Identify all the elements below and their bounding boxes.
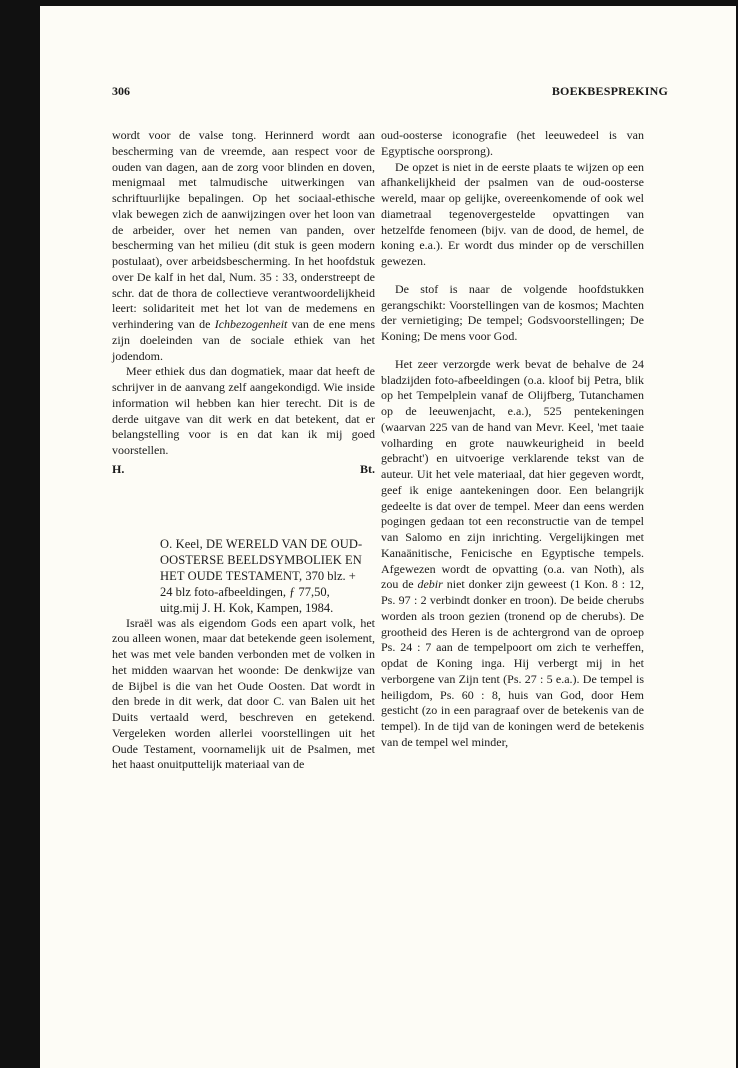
book-page	[40, 6, 736, 1068]
left-column	[112, 128, 375, 773]
paragraph: Israël was als eigendom Gods een apart volk, het zou alleen wonen, maar dat betekende geen isolement, het was met vele banden verbonden met de volken in het midden waarvan het woonde: De denkwijze van de Bijbel is die van het Oude Oosten. Dat wordt in den brede in dit werk, dat door C. van Balen uit het Duits vertaald werd, beschreven en getekend. Vergeleken worden allerlei voorstellingen uit het Oude Testament, voornamelijk uit de Psalmen, met het haast onuitputtelijk materiaal van de	[112, 615, 375, 772]
review-title: O. Keel, DE WERELD VAN DE OUD-OOSTERSE BEELDSYMBOLIEK EN HET OUDE TESTAMENT,	[160, 536, 363, 583]
paragraph: oud-oosterse iconografie (het leeuwedeel is van Egyptische oorsprong).	[381, 128, 644, 158]
running-title: BOEKBESPREKING	[551, 84, 668, 98]
paragraph: Meer ethiek dus dan dogmatiek, maar dat heeft de schrijver in de aanvang zelf aangekondigd. Wie inside information wil hebben kan hier terecht. Dit is de derde uitgave van dit werk en dat betekent, dat er belangstelling voor is en dat kan ik mij goed voorstellen.	[112, 364, 375, 457]
signature-initial: H.	[112, 461, 125, 476]
review-heading	[160, 536, 375, 616]
paragraph: De opzet is niet in de eerste plaats te wijzen op een afhankelijkheid der psalmen van de oud-oosterse wereld, maar op gelijke, overeenkomende of ook wel diametraal tegenovergestelde opvattingen van hetzelfde fenomeen (bijv. van de dood, de hemel, de koning e.a.). Er wordt dus minder op de verschillen gewezen.	[381, 159, 644, 268]
italic-term: debir	[417, 577, 443, 592]
paragraph: De stof is naar de volgende hoofdstukken gerangschikt: Voorstellingen van de kosmos; Machten der vernietiging; De tempel; Godsvoorstellingen; De Koning; De mens voor God.	[381, 281, 644, 343]
right-column	[381, 128, 644, 751]
review-details: 370 blz. + 24 blz foto-afbeeldingen, ƒ 77,50, uitg.mij J. H. Kok, Kampen, 1984.	[160, 568, 356, 615]
page-number: 306	[112, 84, 130, 98]
signature	[112, 462, 375, 478]
italic-term: Ichbezogenheit	[214, 317, 288, 331]
paragraph: wordt voor de valse tong. Herinnerd wordt aan bescherming van de vreemde, aan respect voor de ouden van dagen, aan de zorg voor blinden en doven, menigmaal met talmudische uitwerkingen van schriftuurlijke bepalingen. Op het sociaal-ethische vlak bewegen zich de aanwijzingen over het loon van de arbeider, over het nemen van panden, over bescherming van het milieu (dit stuk is geen modern postulaat), over arbeidsbescherming. In het hoofdstuk over De kalf in het dal, Num. 35 : 33, onderstreept de schr. dat de thora de collectieve verantwoordelijkheid leert: solidariteit met het lot van de medemens en verhindering van de Ichbezogenheit van de ene mens zijn doeleinden van de sociale ethiek van het jodendom.	[112, 128, 375, 363]
paragraph: Het zeer verzorgde werk bevat de behalve de 24 bladzijden foto-afbeeldingen (o.a. kloof bij Petra, blik op het Tempelplein vanaf de Olijfberg, Tutanchamen op de leeuwenjacht, e.a.), 525 pentekeningen (waarvan 225 van de hand van Mevr. Keel, 'met taaie volharding en grote nauwkeurigheid in beeld gebracht') en uitvoerige verklarende tekst van de auteur. Uit het vele materiaal, dat hier gegeven wordt, geef ik enige aantekeningen door. Een belangrijk gedeelte is dat over de tempel. Meer dan eens werden pogingen gedaan tot een reconstructie van de tempel van Salomo en zijn inrichting. Vergelijkingen met Kanaänitische, Fenicische en Egyptische tempels. Afgewezen wordt de opvatting (o.a. van Noth), als zou de debir niet donker zijn geweest (1 Kon. 8 : 12, Ps. 97 : 2 verbindt donker en troon). De beide cherubs worden als troon gezien (tronend op de cherubs). De grootheid des Heren is de achtergrond van de oproep Ps. 24 : 7 aan de tempelpoort om zich te verheffen, opdat de Koning inga. Hij verbergt mij in het verborgene van Zijn tent (Ps. 27 : 5 e.a.). De tempel is heiligdom, Ps. 60 : 8, huis van God, door Hem gesticht (zo in een paragraaf over de betekenis van de tempel). In de tijd van de koningen werd de betekenis van de tempel wel minder,	[381, 356, 644, 749]
signature-name: Bt.	[360, 461, 375, 476]
